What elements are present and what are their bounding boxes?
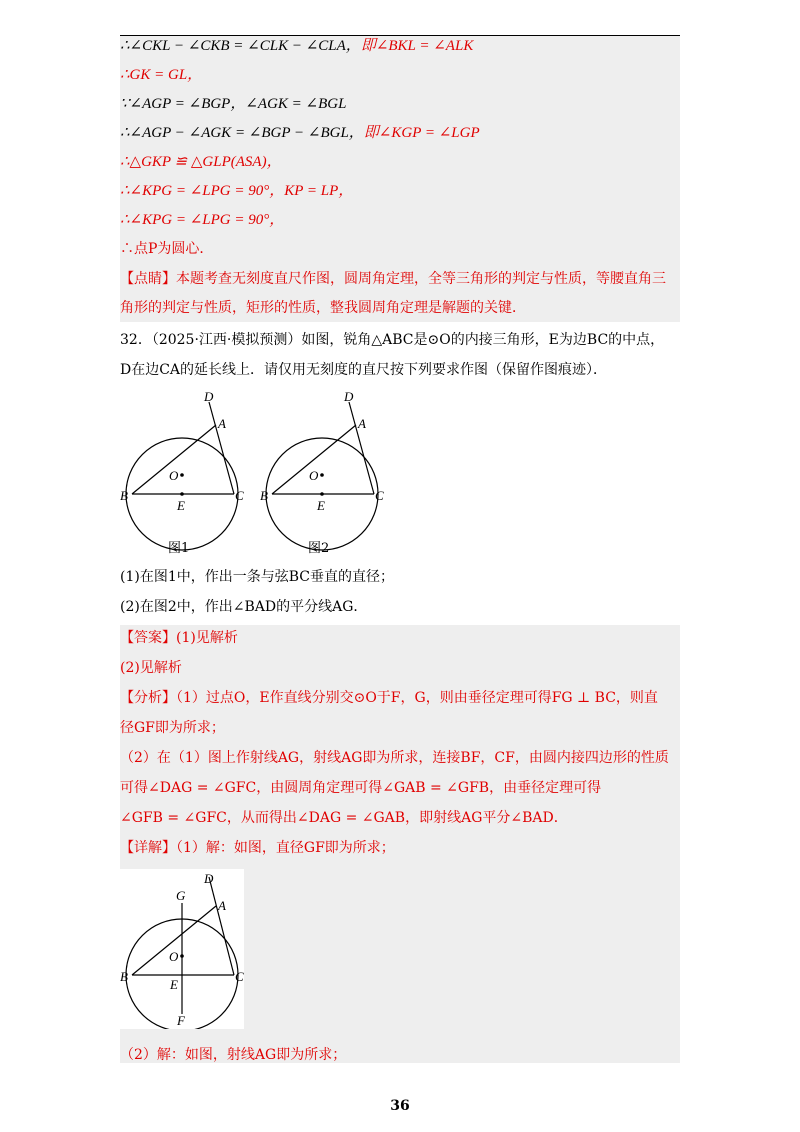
label-g: G bbox=[176, 888, 186, 903]
label-a: A bbox=[218, 898, 226, 913]
label-e: E bbox=[317, 498, 325, 513]
label-d: D bbox=[204, 871, 214, 886]
label-a: A bbox=[218, 416, 226, 431]
answer-2: (2)见解析 bbox=[120, 660, 182, 676]
label-o: O bbox=[169, 468, 179, 483]
detail-line-1 bbox=[120, 839, 395, 857]
analysis-line-3: （2）在（1）图上作射线AG，射线AG即为所求，连接BF，CF，由圆内接四边形的性质 bbox=[120, 750, 669, 766]
analysis-line-5: ∠GFB = ∠GFC，从而得出∠DAG = ∠GAB，即射线AG平分∠BAD． bbox=[120, 810, 568, 826]
label-b: B bbox=[120, 488, 128, 503]
proof-line-5: ∴△GKP ≌ △GLP(ASA)， bbox=[120, 154, 282, 170]
label-d: D bbox=[344, 389, 354, 404]
label-b: B bbox=[120, 969, 128, 984]
proof-line-4 bbox=[120, 124, 480, 142]
label-c: C bbox=[235, 969, 244, 984]
figure-2 bbox=[258, 388, 393, 558]
proof-line-6: ∴∠KPG = ∠LPG = 90°，KP = LP， bbox=[120, 183, 354, 199]
answer-tag: 【答案】 bbox=[120, 630, 176, 646]
label-c: C bbox=[375, 488, 384, 503]
line-cd bbox=[209, 877, 234, 975]
analysis-line-4: 可得∠DAG = ∠GFC，由圆周角定理可得∠GAB = ∠GFB，由垂径定理可得 bbox=[120, 780, 602, 796]
proof-line-1a: ∴∠CKL − ∠CKB = ∠CLK − ∠CLA， bbox=[120, 38, 361, 54]
figure-1 bbox=[118, 388, 253, 558]
midpoint-dot bbox=[320, 492, 324, 496]
detail-tag: 【详解】 bbox=[120, 840, 176, 856]
figure-1-caption: 图1 bbox=[168, 541, 190, 556]
proof-line-4b: 即∠KGP = ∠LGP bbox=[363, 125, 480, 141]
proof-line-1b: 即∠BKL = ∠ALK bbox=[360, 38, 474, 54]
analysis-line-1 bbox=[120, 689, 658, 707]
proof-line-8: ∴点P为圆心． bbox=[120, 241, 214, 257]
analysis-text-1: （1）过点O，E作直线分别交⊙O于F，G，则由垂径定理可得FG ⊥ BC，则直 bbox=[176, 690, 658, 706]
question-line-1: 32．（2025·江西·模拟预测）如图，锐角△ABC是⊙O的内接三角形，E为边BC的中点， bbox=[120, 332, 665, 348]
label-e: E bbox=[177, 498, 185, 513]
comment-line-2: 角形的判定与性质，矩形的性质，整我圆周角定理是解题的关键． bbox=[120, 300, 526, 316]
comment-line-1 bbox=[120, 270, 666, 288]
comment-tag: 【点睛】 bbox=[120, 271, 176, 287]
comment-text-1: 本题考查无刻度直尺作图，圆周角定理，全等三角形的判定与性质，等腰直角三 bbox=[176, 271, 666, 287]
figure-2-caption: 图2 bbox=[308, 541, 330, 556]
label-e: E bbox=[170, 977, 178, 992]
chord-ba bbox=[132, 906, 216, 975]
label-b: B bbox=[260, 488, 268, 503]
midpoint-dot bbox=[180, 492, 184, 496]
label-o: O bbox=[169, 949, 179, 964]
question-part-2: (2)在图2中，作出∠BAD的平分线AG． bbox=[120, 599, 368, 615]
detail-line-2: （2）解：如图，射线AG即为所求； bbox=[120, 1047, 347, 1063]
center-dot bbox=[180, 954, 184, 958]
answer-1: (1)见解析 bbox=[176, 630, 238, 646]
proof-line-1 bbox=[120, 37, 473, 55]
analysis-line-2: 径GF即为所求； bbox=[120, 720, 225, 736]
question-part-1: (1)在图1中，作出一条与弦BC垂直的直径； bbox=[120, 569, 394, 585]
analysis-tag: 【分析】 bbox=[120, 690, 176, 706]
question-line-2: D在边CA的延长线上．请仅用无刻度的直尺按下列要求作图（保留作图痕迹）． bbox=[120, 362, 608, 378]
center-dot bbox=[320, 473, 324, 477]
label-a: A bbox=[358, 416, 366, 431]
chord-ba bbox=[132, 425, 216, 494]
proof-line-3: ∵∠AGP = ∠BGP，∠AGK = ∠BGL bbox=[120, 96, 347, 112]
proof-line-7: ∴∠KPG = ∠LPG = 90°， bbox=[120, 212, 285, 228]
proof-line-4a: ∴∠AGP − ∠AGK = ∠BGP − ∠BGL， bbox=[120, 125, 364, 141]
answer-line-1 bbox=[120, 629, 238, 647]
figure-answer bbox=[118, 869, 244, 1029]
proof-line-2: ∴GK = GL， bbox=[120, 67, 203, 83]
detail-text-1: （1）解：如图，直径GF即为所求； bbox=[176, 840, 395, 856]
label-o: O bbox=[309, 468, 319, 483]
label-f: F bbox=[177, 1013, 185, 1028]
label-d: D bbox=[204, 389, 214, 404]
page-number: 36 bbox=[390, 1098, 410, 1114]
center-dot bbox=[180, 473, 184, 477]
label-c: C bbox=[235, 488, 244, 503]
chord-ba bbox=[272, 425, 356, 494]
